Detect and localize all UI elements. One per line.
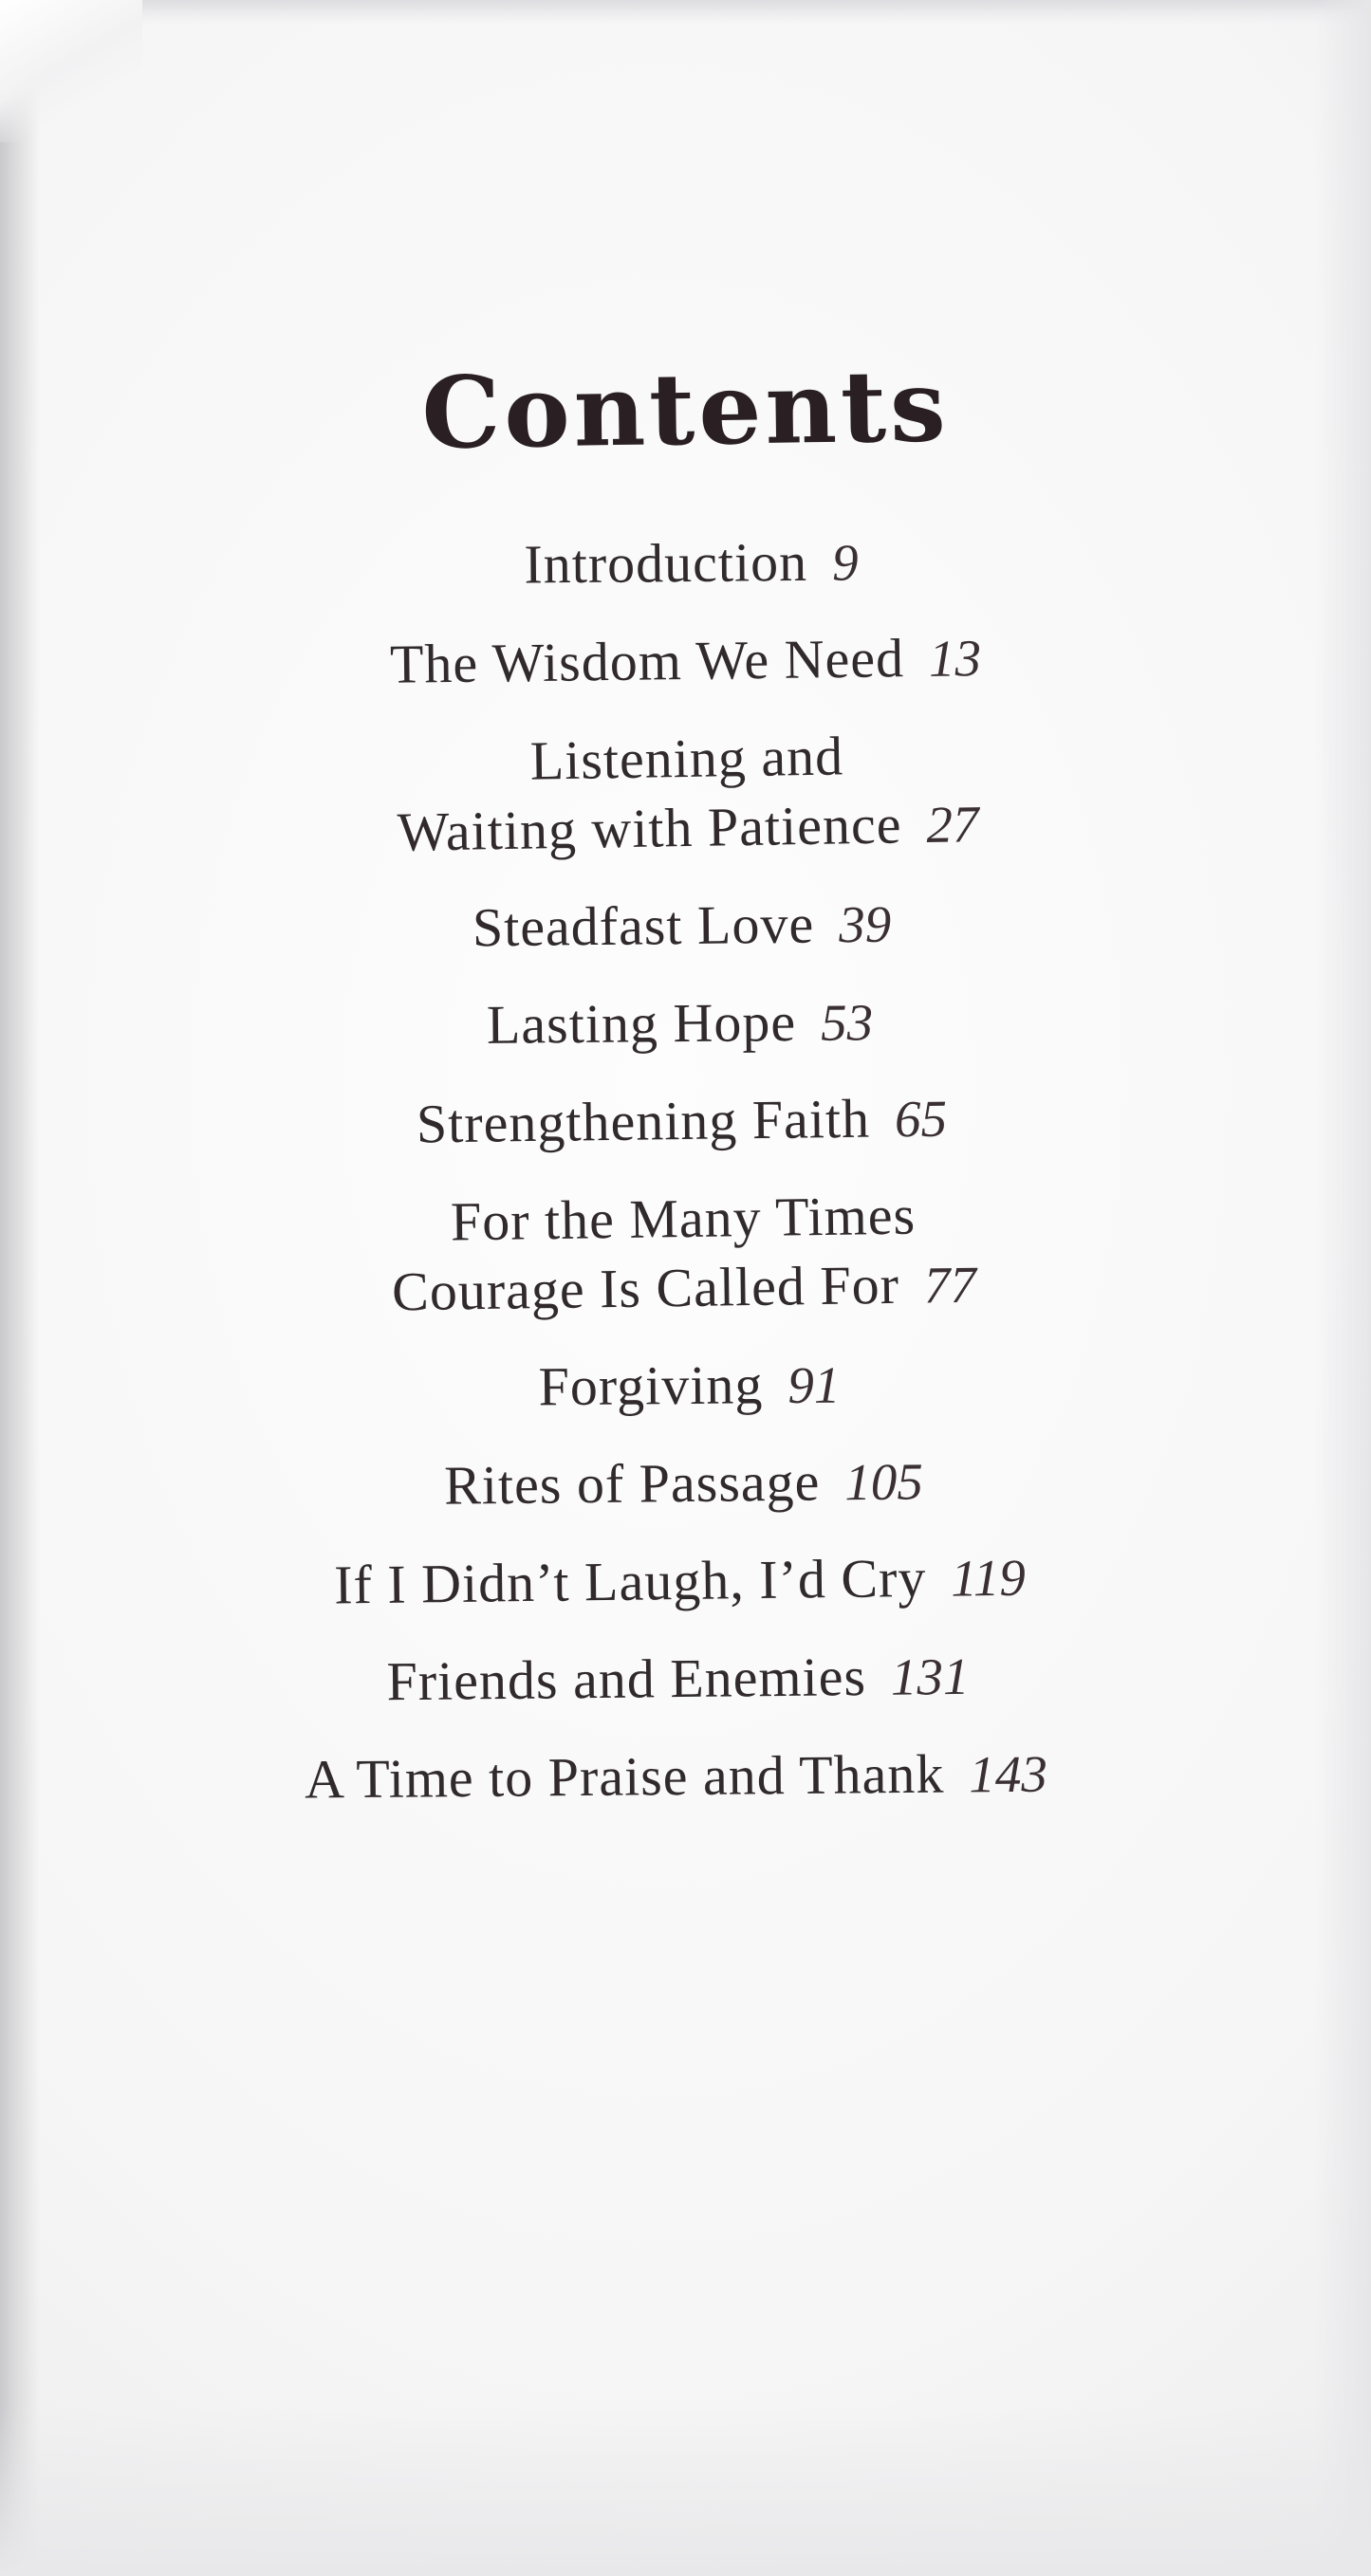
toc-entry-line xyxy=(6,525,1371,601)
toc-entry-title: Introduction xyxy=(524,530,808,596)
toc-entry[interactable] xyxy=(1,716,1371,871)
toc-entry-line xyxy=(0,1246,1370,1329)
toc-entry-line xyxy=(0,886,1367,964)
toc-entry-line xyxy=(0,620,1371,701)
toc-entry-page-number: 13 xyxy=(928,629,982,688)
toc-entry-line xyxy=(0,1444,1369,1521)
toc-entry-title: Waiting with Patience xyxy=(397,793,902,863)
toc-entry-title: Courage Is Called For xyxy=(391,1253,900,1323)
toc-entry-line xyxy=(0,1540,1365,1621)
toc-entry-page-number: 77 xyxy=(923,1255,977,1315)
toc-entry[interactable] xyxy=(0,985,1365,1061)
toc-entry-page-number: 39 xyxy=(838,894,892,954)
toc-entry-page-number: 91 xyxy=(787,1355,841,1415)
toc-entry[interactable] xyxy=(0,1540,1365,1621)
toc-entry-list xyxy=(0,531,1371,1842)
toc-entry[interactable] xyxy=(4,1348,1371,1424)
toc-entry[interactable] xyxy=(0,1640,1363,1718)
toc-entry-title: Steadfast Love xyxy=(472,892,815,959)
toc-entry-title: Rites of Passage xyxy=(443,1450,821,1517)
toc-entry-line xyxy=(0,1177,1369,1260)
toc-entry-page-number: 53 xyxy=(820,993,874,1052)
toc-entry-title: The Wisdom We Need xyxy=(389,627,905,695)
toc-entry-page-number: 105 xyxy=(844,1452,924,1512)
page-title: Contents xyxy=(420,347,951,471)
toc-entry-title: Friends and Enemies xyxy=(386,1646,867,1713)
toc-entry-line xyxy=(0,985,1365,1061)
toc-entry-page-number: 119 xyxy=(950,1548,1027,1608)
toc-entry-title: A Time to Praise and Thank xyxy=(304,1742,945,1811)
toc-entry[interactable] xyxy=(6,525,1371,601)
toc-entry[interactable] xyxy=(0,1080,1367,1161)
toc-entry[interactable] xyxy=(0,1739,1362,1814)
toc-entry-line xyxy=(0,1739,1362,1814)
toc-entry-title: Forgiving xyxy=(538,1353,764,1418)
toc-entry-page-number: 27 xyxy=(925,795,979,855)
toc-entry-page-number: 65 xyxy=(894,1089,948,1149)
toc-entry-title: Lasting Hope xyxy=(486,990,797,1056)
toc-entry-line xyxy=(2,785,1371,871)
toc-entry-title: Listening and xyxy=(529,725,844,792)
toc-entry[interactable] xyxy=(0,620,1371,701)
toc-entry-title: If I Didn’t Laugh, I’d Cry xyxy=(333,1546,927,1616)
toc-entry-line xyxy=(0,1640,1363,1718)
toc-entry-title: For the Many Times xyxy=(450,1184,917,1253)
toc-entry-line xyxy=(0,1080,1367,1161)
toc-entry-line xyxy=(4,1348,1371,1424)
toc-entry-page-number: 131 xyxy=(890,1647,970,1706)
toc-entry-page-number: 9 xyxy=(831,533,859,592)
toc-entry-title: Strengthening Faith xyxy=(416,1087,871,1155)
toc-entry[interactable] xyxy=(0,886,1367,964)
toc-entry-page-number: 143 xyxy=(969,1744,1048,1804)
toc-entry[interactable] xyxy=(0,1177,1370,1329)
toc-entry[interactable] xyxy=(0,1444,1369,1521)
